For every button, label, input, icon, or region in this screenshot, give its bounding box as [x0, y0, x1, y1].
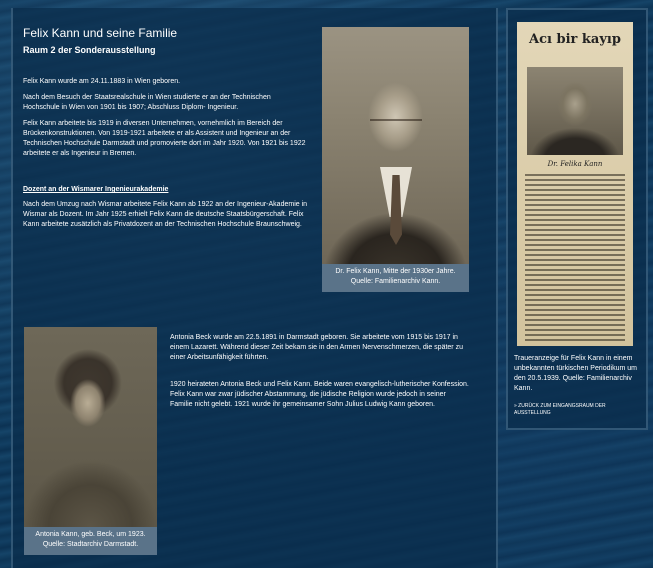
felix-kann-portrait — [322, 27, 469, 264]
felix-portrait-caption — [322, 264, 469, 292]
section-heading-wismar: Dozent an der Wismarer Ingenieurakademie — [23, 186, 169, 193]
clipping-portrait — [527, 67, 623, 155]
antonia-kann-portrait — [24, 327, 157, 527]
page-title: Felix Kann und seine Familie — [23, 26, 178, 40]
antonia-portrait-caption — [24, 527, 157, 555]
clipping-caption: Traueranzeige für Felix Kann in einem unbekannten türkischen Periodikum um den 20.5.1939. Quelle: Familienarchiv Kann. — [514, 355, 637, 392]
back-to-entrance-link[interactable]: » ZURÜCK ZUM EINGANGSRAUM DER AUSSTELLUNG — [514, 403, 606, 416]
paragraph-marriage: 1920 heirateten Antonia Beck und Felix Kann. Beide waren evangelisch-lutherischer Konfession. Felix Kann war zwar jüdischer Abstammung, die jüdische Religion wurde jedoch in seiner Familie nicht gelebt. 1921 wurde ihr gemeinsamer Sohn Julius Ludwig Kann geboren. — [170, 381, 469, 408]
clipping-name: Dr. Felika Kann — [547, 160, 603, 168]
paragraph-wismar: Nach dem Umzug nach Wismar arbeitete Felix Kann ab 1922 an der Ingenieur-Akademie in Wismar als Dozent. Im Jahr 1925 erhielt Felix Kann die deutsche Staatsbürgerschaft. Felix Kann arbeitete zusätzlich als Privatdozent an der Technischen Hochschule Braunschweig. — [23, 201, 308, 228]
felix-caption-line-1: Dr. Felix Kann, Mitte der 1930er Jahre. — [335, 268, 456, 275]
clipping-text-body — [525, 174, 625, 342]
paragraph-career: Felix Kann arbeitete bis 1919 in diversen Unternehmen, vornehmlich im Bereich der Brückenkonstruktionen. Von 1919-1921 arbeitete er als Assistent und Ingenieur an der Technischen Hochschule Darmstadt und promovierte dort im Jahr 1920. Von 1921 bis 1922 arbeitete er als Ingenieur in Bremen. — [23, 120, 306, 157]
paragraph-antonia-birth: Antonia Beck wurde am 22.5.1891 in Darmstadt geboren. Sie arbeitete vom 1915 bis 1917 in einem Lazarett. Während dieser Zeit bekam sie in den Armen Nervenschmerzen, die später zu einer Arbeitsunfähigkeit führten. — [170, 334, 463, 361]
paragraph-birth: Felix Kann wurde am 24.11.1883 in Wien geboren. — [23, 78, 181, 85]
portrait-glasses — [370, 105, 422, 121]
antonia-caption-line-1: Antonia Kann, geb. Beck, um 1923. — [35, 531, 146, 538]
felix-caption-line-2: Quelle: Familienarchiv Kann. — [350, 278, 441, 285]
page-subtitle: Raum 2 der Sonderausstellung — [23, 45, 156, 55]
antonia-caption-line-2: Quelle: Stadtarchiv Darmstadt. — [42, 541, 139, 548]
newspaper-clipping — [517, 22, 633, 346]
paragraph-education: Nach dem Besuch der Staatsrealschule in Wien studierte er an der Technischen Hochschule in Wien von 1901 bis 1907; Abschluss Diplom- Ingenieur. — [23, 94, 271, 111]
clipping-headline: Acı bir kayıp — [529, 32, 621, 47]
